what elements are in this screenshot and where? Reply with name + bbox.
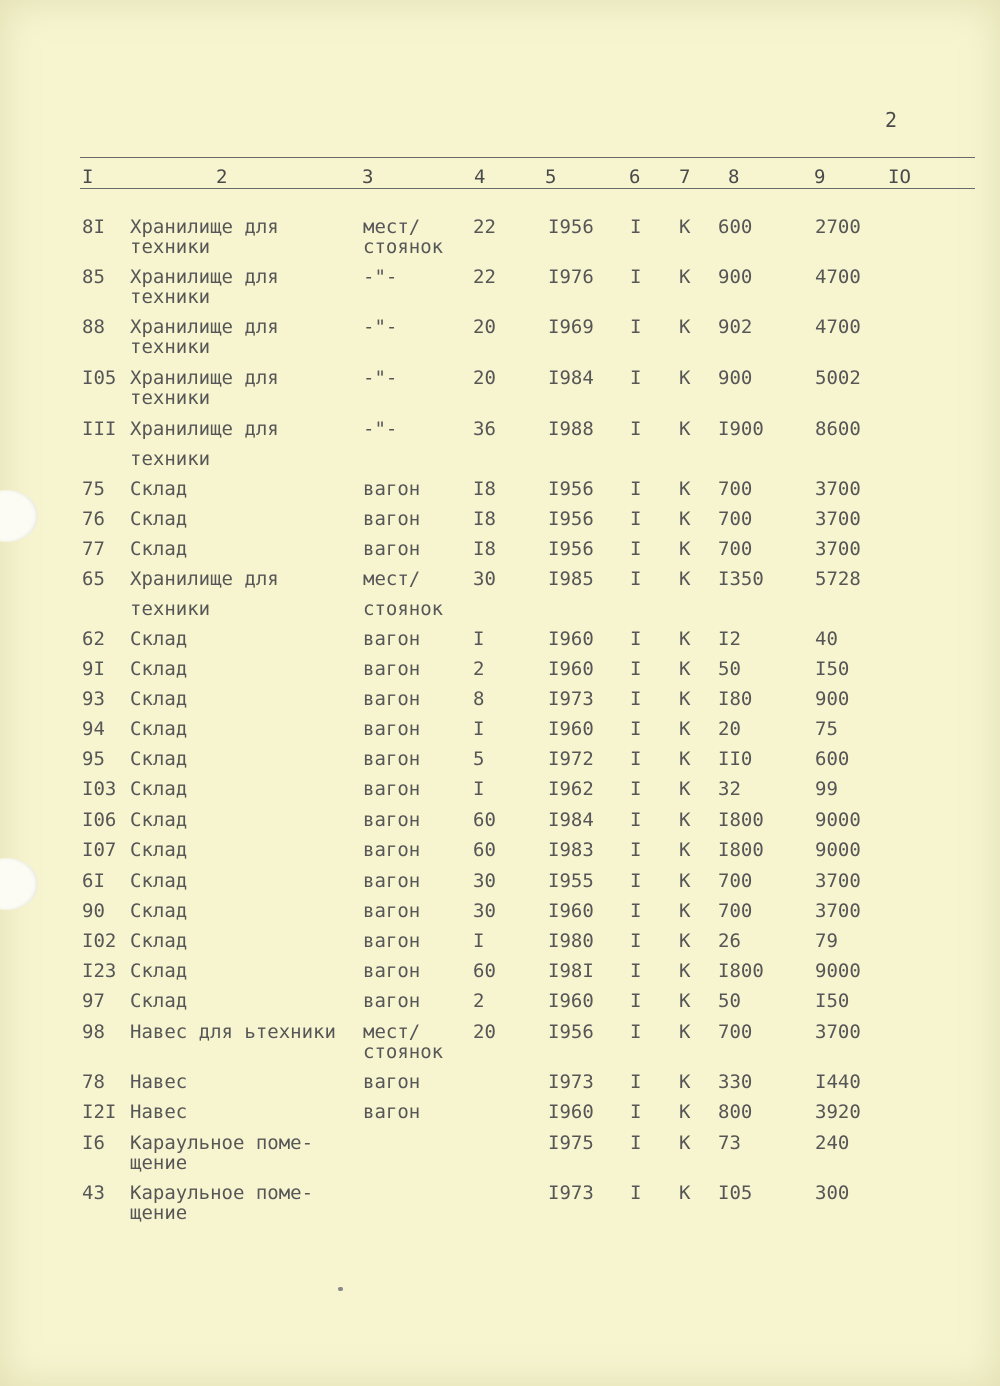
area-value: I800 <box>718 809 764 831</box>
quantity: I <box>473 930 485 952</box>
cost-value: I50 <box>815 990 850 1012</box>
unit: вагон <box>363 688 421 710</box>
type-code: К <box>679 418 691 440</box>
type-code: К <box>679 839 691 861</box>
category: I <box>630 1132 642 1154</box>
column-header-1: I <box>82 166 94 188</box>
object-name: Склад <box>130 930 188 952</box>
category: I <box>630 718 642 740</box>
quantity: I8 <box>473 538 496 560</box>
punch-hole <box>0 490 38 542</box>
category: I <box>630 870 642 892</box>
row-number: 94 <box>82 718 105 740</box>
year: I988 <box>548 418 594 440</box>
cost-value: 5728 <box>815 568 861 590</box>
year: I972 <box>548 748 594 770</box>
unit-continued: стоянок <box>363 598 444 620</box>
object-name: Склад <box>130 809 188 831</box>
year: I960 <box>548 900 594 922</box>
type-code: К <box>679 1132 691 1154</box>
type-code: К <box>679 508 691 530</box>
object-name: Хранилище для <box>130 266 279 288</box>
object-name: Хранилище для <box>130 418 279 440</box>
cost-value: 3700 <box>815 1021 861 1043</box>
type-code: К <box>679 990 691 1012</box>
type-code: К <box>679 367 691 389</box>
type-code: К <box>679 266 691 288</box>
row-number: I02 <box>82 930 117 952</box>
quantity: 20 <box>473 316 496 338</box>
area-value: 700 <box>718 1021 753 1043</box>
type-code: К <box>679 568 691 590</box>
type-code: К <box>679 316 691 338</box>
row-number: 78 <box>82 1071 105 1093</box>
year: I969 <box>548 316 594 338</box>
cost-value: 9000 <box>815 839 861 861</box>
quantity: 30 <box>473 870 496 892</box>
row-number: I23 <box>82 960 117 982</box>
unit: мест/ <box>363 216 421 238</box>
category: I <box>630 1071 642 1093</box>
unit: вагон <box>363 508 421 530</box>
type-code: К <box>679 960 691 982</box>
row-number: 43 <box>82 1182 105 1204</box>
row-number: I03 <box>82 778 117 800</box>
cost-value: 3700 <box>815 478 861 500</box>
quantity: 60 <box>473 960 496 982</box>
type-code: К <box>679 1101 691 1123</box>
quantity: I <box>473 628 485 650</box>
row-number: 9I <box>82 658 105 680</box>
unit: вагон <box>363 1071 421 1093</box>
object-name: Навес для ьтехники <box>130 1021 336 1043</box>
object-name-continued: техники <box>130 387 211 409</box>
row-number: I2I <box>82 1101 117 1123</box>
column-header-3: 3 <box>362 166 374 188</box>
area-value: I350 <box>718 568 764 590</box>
header-top-rule <box>80 157 975 158</box>
object-name-continued: щение <box>130 1152 188 1174</box>
cost-value: 79 <box>815 930 838 952</box>
category: I <box>630 900 642 922</box>
quantity: I8 <box>473 478 496 500</box>
cost-value: 8600 <box>815 418 861 440</box>
quantity: 5 <box>473 748 485 770</box>
cost-value: 600 <box>815 748 850 770</box>
type-code: К <box>679 778 691 800</box>
object-name-continued: техники <box>130 286 211 308</box>
cost-value: 300 <box>815 1182 850 1204</box>
row-number: I6 <box>82 1132 105 1154</box>
unit: вагон <box>363 1101 421 1123</box>
row-number: 6I <box>82 870 105 892</box>
object-name: Хранилище для <box>130 568 279 590</box>
category: I <box>630 367 642 389</box>
object-name: Склад <box>130 658 188 680</box>
year: I973 <box>548 1071 594 1093</box>
row-number: 65 <box>82 568 105 590</box>
unit: вагон <box>363 478 421 500</box>
quantity: 36 <box>473 418 496 440</box>
year: I956 <box>548 216 594 238</box>
column-header-5: 5 <box>545 166 557 188</box>
year: I960 <box>548 628 594 650</box>
quantity: 30 <box>473 900 496 922</box>
category: I <box>630 658 642 680</box>
area-value: I900 <box>718 418 764 440</box>
cost-value: 3700 <box>815 508 861 530</box>
area-value: I800 <box>718 960 764 982</box>
type-code: К <box>679 538 691 560</box>
area-value: 330 <box>718 1071 753 1093</box>
object-name: Караульное поме- <box>130 1132 314 1154</box>
category: I <box>630 930 642 952</box>
page-number: 2 <box>885 108 898 132</box>
year: I960 <box>548 718 594 740</box>
cost-value: 2700 <box>815 216 861 238</box>
year: I956 <box>548 538 594 560</box>
cost-value: 3920 <box>815 1101 861 1123</box>
year: I980 <box>548 930 594 952</box>
area-value: 50 <box>718 658 741 680</box>
column-header-6: 6 <box>629 166 641 188</box>
area-value: 32 <box>718 778 741 800</box>
unit: вагон <box>363 718 421 740</box>
year: I973 <box>548 688 594 710</box>
area-value: I05 <box>718 1182 753 1204</box>
unit: -"- <box>363 418 398 440</box>
quantity: 60 <box>473 809 496 831</box>
category: I <box>630 266 642 288</box>
quantity: I <box>473 718 485 740</box>
area-value: 900 <box>718 266 753 288</box>
year: I956 <box>548 1021 594 1043</box>
cost-value: 4700 <box>815 316 861 338</box>
quantity: I <box>473 778 485 800</box>
object-name: Склад <box>130 990 188 1012</box>
category: I <box>630 1182 642 1204</box>
cost-value: I50 <box>815 658 850 680</box>
object-name-continued: техники <box>130 236 211 258</box>
cost-value: 9000 <box>815 809 861 831</box>
category: I <box>630 809 642 831</box>
area-value: 50 <box>718 990 741 1012</box>
object-name: Хранилище для <box>130 367 279 389</box>
row-number: 98 <box>82 1021 105 1043</box>
unit: мест/ <box>363 1021 421 1043</box>
row-number: I06 <box>82 809 117 831</box>
object-name: Склад <box>130 748 188 770</box>
year: I975 <box>548 1132 594 1154</box>
object-name: Склад <box>130 688 188 710</box>
category: I <box>630 418 642 440</box>
unit-continued: стоянок <box>363 1041 444 1063</box>
row-number: I07 <box>82 839 117 861</box>
quantity: 60 <box>473 839 496 861</box>
category: I <box>630 538 642 560</box>
type-code: К <box>679 930 691 952</box>
area-value: 700 <box>718 478 753 500</box>
column-header-2: 2 <box>216 166 228 188</box>
object-name: Хранилище для <box>130 216 279 238</box>
category: I <box>630 478 642 500</box>
ink-speck <box>338 1287 343 1291</box>
category: I <box>630 748 642 770</box>
type-code: К <box>679 718 691 740</box>
cost-value: 9000 <box>815 960 861 982</box>
object-name: Склад <box>130 960 188 982</box>
object-name: Склад <box>130 839 188 861</box>
row-number: 97 <box>82 990 105 1012</box>
cost-value: 900 <box>815 688 850 710</box>
type-code: К <box>679 900 691 922</box>
unit: вагон <box>363 839 421 861</box>
category: I <box>630 778 642 800</box>
row-number: 8I <box>82 216 105 238</box>
object-name-continued: техники <box>130 336 211 358</box>
cost-value: 5002 <box>815 367 861 389</box>
unit: вагон <box>363 900 421 922</box>
category: I <box>630 1101 642 1123</box>
row-number: 90 <box>82 900 105 922</box>
year: I976 <box>548 266 594 288</box>
object-name-continued: щение <box>130 1202 188 1224</box>
year: I960 <box>548 990 594 1012</box>
unit: -"- <box>363 266 398 288</box>
object-name: Склад <box>130 478 188 500</box>
area-value: 900 <box>718 367 753 389</box>
type-code: К <box>679 1071 691 1093</box>
unit: вагон <box>363 809 421 831</box>
area-value: I80 <box>718 688 753 710</box>
category: I <box>630 216 642 238</box>
unit: мест/ <box>363 568 421 590</box>
unit: -"- <box>363 316 398 338</box>
object-name: Склад <box>130 628 188 650</box>
quantity: 22 <box>473 216 496 238</box>
object-name: Склад <box>130 508 188 530</box>
unit: -"- <box>363 367 398 389</box>
category: I <box>630 1021 642 1043</box>
cost-value: 240 <box>815 1132 850 1154</box>
type-code: К <box>679 1021 691 1043</box>
cost-value: 75 <box>815 718 838 740</box>
area-value: 600 <box>718 216 753 238</box>
quantity: 30 <box>473 568 496 590</box>
cost-value: 4700 <box>815 266 861 288</box>
type-code: К <box>679 628 691 650</box>
row-number: 85 <box>82 266 105 288</box>
unit: вагон <box>363 538 421 560</box>
unit: вагон <box>363 658 421 680</box>
row-number: 75 <box>82 478 105 500</box>
category: I <box>630 960 642 982</box>
category: I <box>630 990 642 1012</box>
category: I <box>630 316 642 338</box>
quantity: 20 <box>473 367 496 389</box>
year: I984 <box>548 367 594 389</box>
area-value: 20 <box>718 718 741 740</box>
year: I955 <box>548 870 594 892</box>
object-name: Хранилище для <box>130 316 279 338</box>
year: I983 <box>548 839 594 861</box>
punch-hole <box>0 858 38 910</box>
quantity: I8 <box>473 508 496 530</box>
object-name: Склад <box>130 870 188 892</box>
year: I985 <box>548 568 594 590</box>
row-number: 88 <box>82 316 105 338</box>
quantity: 20 <box>473 1021 496 1043</box>
quantity: 2 <box>473 658 485 680</box>
object-name: Навес <box>130 1101 188 1123</box>
row-number: 76 <box>82 508 105 530</box>
type-code: К <box>679 1182 691 1204</box>
column-header-7: 7 <box>679 166 691 188</box>
unit-continued: стоянок <box>363 236 444 258</box>
row-number: 62 <box>82 628 105 650</box>
quantity: 2 <box>473 990 485 1012</box>
cost-value: 99 <box>815 778 838 800</box>
unit: вагон <box>363 748 421 770</box>
quantity: 8 <box>473 688 485 710</box>
cost-value: 3700 <box>815 538 861 560</box>
area-value: 902 <box>718 316 753 338</box>
column-header-10: IO <box>888 166 911 188</box>
category: I <box>630 688 642 710</box>
row-number: 95 <box>82 748 105 770</box>
type-code: К <box>679 478 691 500</box>
cost-value: 40 <box>815 628 838 650</box>
unit: вагон <box>363 628 421 650</box>
object-name: Склад <box>130 718 188 740</box>
area-value: 700 <box>718 870 753 892</box>
area-value: 700 <box>718 900 753 922</box>
area-value: 700 <box>718 538 753 560</box>
cost-value: 3700 <box>815 870 861 892</box>
cost-value: I440 <box>815 1071 861 1093</box>
category: I <box>630 628 642 650</box>
year: I956 <box>548 508 594 530</box>
category: I <box>630 568 642 590</box>
header-bottom-rule <box>80 188 975 189</box>
unit: вагон <box>363 778 421 800</box>
type-code: К <box>679 658 691 680</box>
column-header-8: 8 <box>728 166 740 188</box>
area-value: I2 <box>718 628 741 650</box>
column-header-4: 4 <box>474 166 486 188</box>
area-value: 700 <box>718 508 753 530</box>
row-number: 77 <box>82 538 105 560</box>
year: I962 <box>548 778 594 800</box>
object-name-continued: техники <box>130 448 211 470</box>
year: I973 <box>548 1182 594 1204</box>
area-value: I800 <box>718 839 764 861</box>
type-code: К <box>679 748 691 770</box>
row-number: I05 <box>82 367 117 389</box>
year: I98I <box>548 960 594 982</box>
column-header-9: 9 <box>814 166 826 188</box>
quantity: 22 <box>473 266 496 288</box>
category: I <box>630 508 642 530</box>
area-value: 73 <box>718 1132 741 1154</box>
cost-value: 3700 <box>815 900 861 922</box>
object-name: Караульное поме- <box>130 1182 314 1204</box>
object-name: Склад <box>130 538 188 560</box>
unit: вагон <box>363 870 421 892</box>
type-code: К <box>679 688 691 710</box>
year: I960 <box>548 1101 594 1123</box>
area-value: II0 <box>718 748 753 770</box>
object-name: Склад <box>130 900 188 922</box>
type-code: К <box>679 809 691 831</box>
row-number: III <box>82 418 117 440</box>
year: I956 <box>548 478 594 500</box>
object-name-continued: техники <box>130 598 211 620</box>
unit: вагон <box>363 930 421 952</box>
area-value: 800 <box>718 1101 753 1123</box>
row-number: 93 <box>82 688 105 710</box>
area-value: 26 <box>718 930 741 952</box>
year: I984 <box>548 809 594 831</box>
unit: вагон <box>363 990 421 1012</box>
type-code: К <box>679 216 691 238</box>
type-code: К <box>679 870 691 892</box>
year: I960 <box>548 658 594 680</box>
unit: вагон <box>363 960 421 982</box>
category: I <box>630 839 642 861</box>
object-name: Навес <box>130 1071 188 1093</box>
object-name: Склад <box>130 778 188 800</box>
